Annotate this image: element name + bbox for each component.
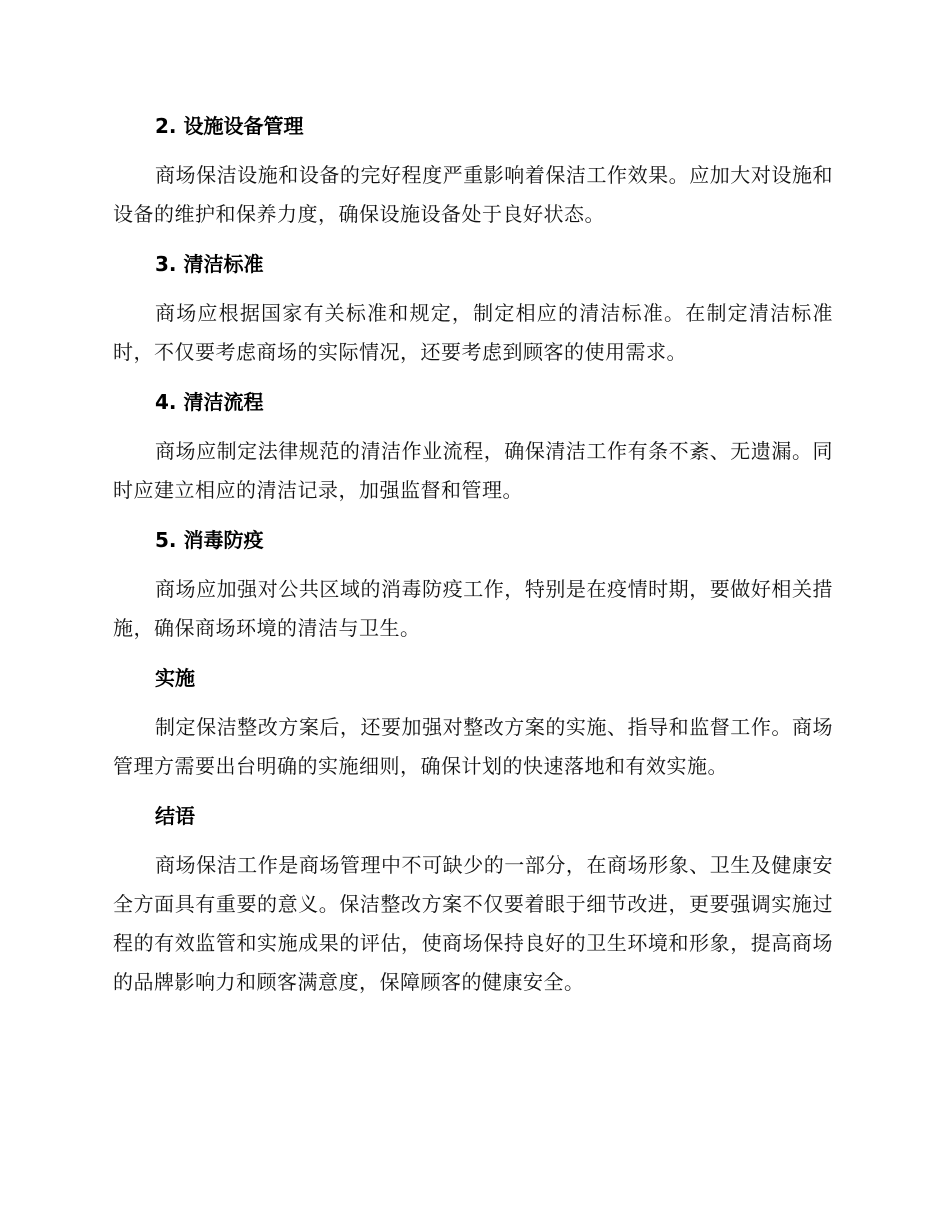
section-heading-cleaning-process: 4. 清洁流程 (155, 390, 264, 414)
section-paragraph-cleaning-process: 商场应制定法律规范的清洁作业流程，确保清洁工作有条不紊、无遗漏。同时应建立相应的清洁记录，加强监督和管理。 (113, 439, 833, 502)
section-heading-disinfection: 5. 消毒防疫 (155, 528, 264, 552)
section-heading-facilities: 2. 设施设备管理 (155, 114, 304, 138)
document-body (113, 108, 833, 1002)
section-paragraph-conclusion: 商场保洁工作是商场管理中不可缺少的一部分，在商场形象、卫生及健康安全方面具有重要的意义。保洁整改方案不仅要着眼于细节改进，更要强调实施过程的有效监管和实施成果的评估，使商场保持良好的卫生环境和形象，提高商场的品牌影响力和顾客满意度，保障顾客的健康安全。 (113, 853, 833, 994)
section-heading-conclusion: 结语 (155, 804, 195, 828)
section-heading-implementation: 实施 (155, 666, 195, 690)
section-paragraph-implementation: 制定保洁整改方案后，还要加强对整改方案的实施、指导和监督工作。商场管理方需要出台明确的实施细则，确保计划的快速落地和有效实施。 (113, 715, 833, 778)
section-paragraph-disinfection: 商场应加强对公共区域的消毒防疫工作，特别是在疫情时期，要做好相关措施，确保商场环境的清洁与卫生。 (113, 577, 833, 640)
section-heading-cleaning-standard: 3. 清洁标准 (155, 252, 264, 276)
section-paragraph-cleaning-standard: 商场应根据国家有关标准和规定，制定相应的清洁标准。在制定清洁标准时，不仅要考虑商场的实际情况，还要考虑到顾客的使用需求。 (113, 301, 833, 364)
section-paragraph-facilities: 商场保洁设施和设备的完好程度严重影响着保洁工作效果。应加大对设施和设备的维护和保养力度，确保设施设备处于良好状态。 (113, 163, 833, 226)
